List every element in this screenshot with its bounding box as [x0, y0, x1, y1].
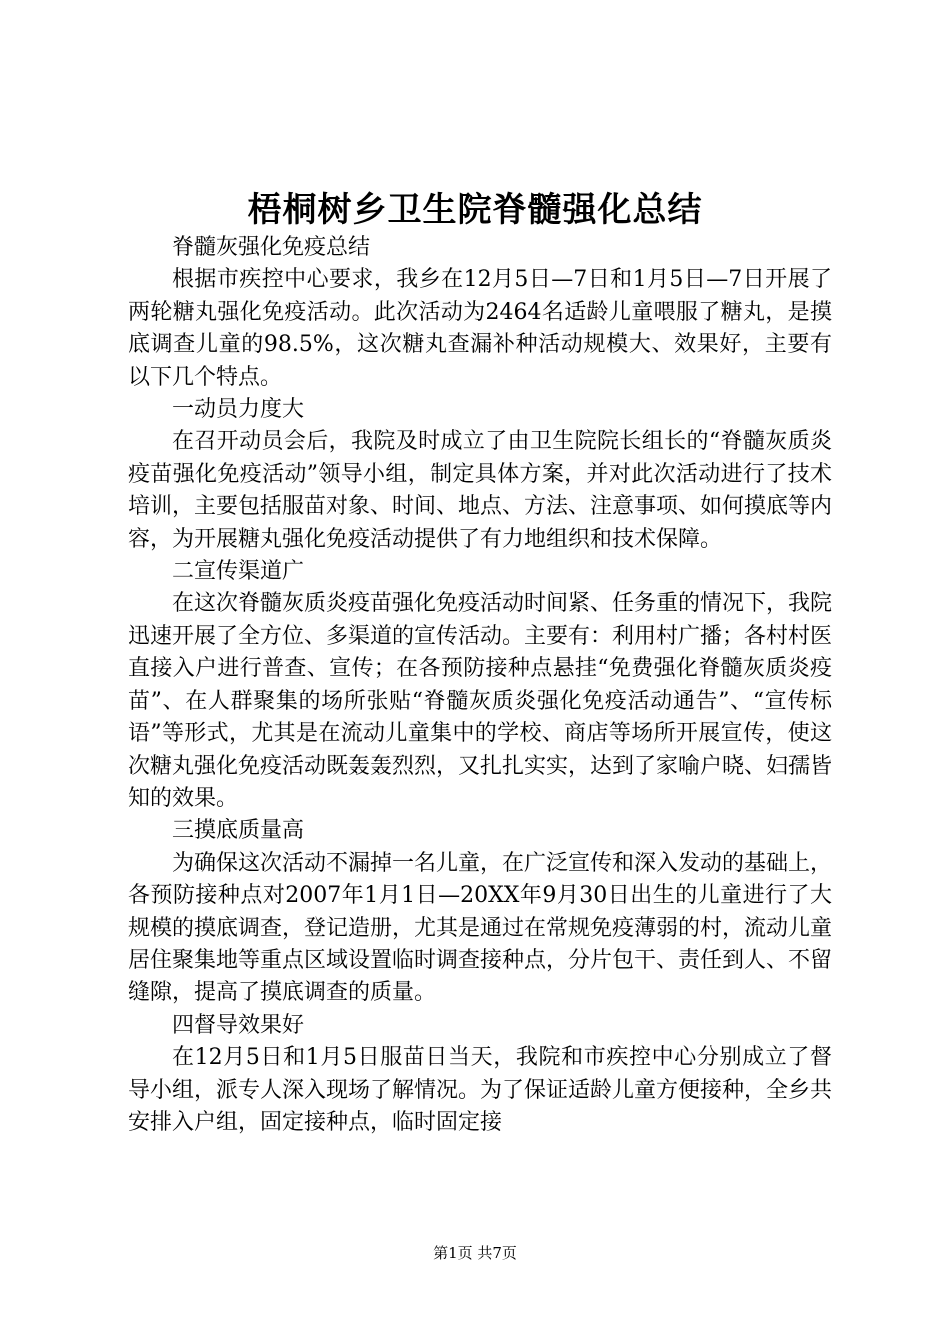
section-paragraph-mobilization: 在召开动员会后，我院及时成立了由卫生院院长组长的“脊髓灰质炎疫苗强化免疫活动”领导小组，制定具体方案，并对此次活动进行了技术培训，主要包括服苗对象、时间、地点、方法、注意事项、如何摸底等内容，为开展糖丸强化免疫活动提供了有力地组织和技术保障。 [128, 429, 833, 552]
section-paragraph-survey: 为确保这次活动不漏掉一名儿童，在广泛宣传和深入发动的基础上，各预防接种点对2007年1月1日—20XX年9月30日出生的儿童进行了大规模的摸底调查，登记造册，尤其是通过在常规免疫薄弱的村，流动儿童居住聚集地等重点区域设置临时调查接种点，分片包干、责任到人、不留缝隙，提高了摸底调查的质量。 [128, 850, 833, 1006]
section-heading-survey: 三摸底质量高 [172, 818, 305, 844]
section-heading-publicity: 二宣传渠道广 [172, 559, 305, 585]
page-title: 梧桐树乡卫生院脊髓强化总结 [247, 190, 703, 230]
section-heading-supervision: 四督导效果好 [172, 1012, 305, 1038]
section-heading-mobilization: 一动员力度大 [172, 397, 305, 423]
intro-paragraph: 根据市疾控中心要求，我乡在12月5日—7日和1月5日—7日开展了两轮糖丸强化免疫活动。此次活动为2464名适龄儿童喂服了糖丸，是摸底调查儿童的98.5%，这次糖丸查漏补种活动规模大、效果好，主要有以下几个特点。 [128, 267, 832, 390]
page-footer: 第1页 共7页 [433, 1244, 517, 1262]
section-paragraph-supervision: 在12月5日和1月5日服苗日当天，我院和市疾控中心分别成立了督导小组，派专人深入现场了解情况。为了保证适龄儿童方便接种，全乡共安排入户组，固定接种点，临时固定接 [128, 1045, 833, 1135]
section-paragraph-publicity: 在这次脊髓灰质炎疫苗强化免疫活动时间紧、任务重的情况下，我院迅速开展了全方位、多渠道的宣传活动。主要有：利用村广播；各村村医直接入户进行普查、宣传；在各预防接种点悬挂“免费强化脊髓灰质炎疫苗”、在人群聚集的场所张贴“脊髓灰质炎强化免疫活动通告”、“宣传标语”等形式，尤其是在流动儿童集中的学校、商店等场所开展宣传，使这次糖丸强化免疫活动既轰轰烈烈，又扎扎实实，达到了家喻户晓、妇孺皆知的效果。 [128, 591, 833, 811]
subtitle: 脊髓灰强化免疫总结 [172, 235, 371, 260]
document-body [128, 232, 832, 1139]
